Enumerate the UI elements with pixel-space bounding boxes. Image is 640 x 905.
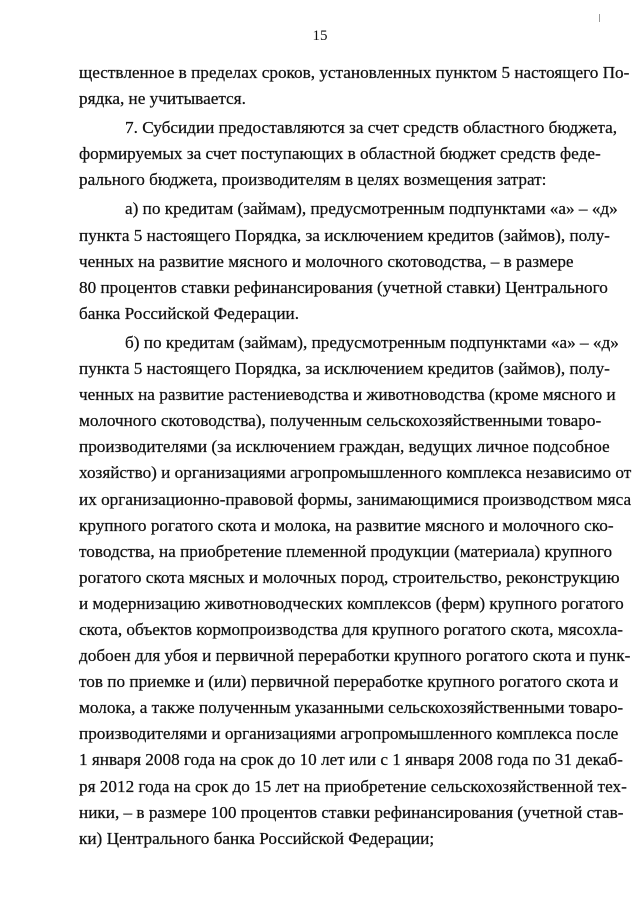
text-line: молочного скотоводства), полученным сельскохозяйственными товаро- <box>79 411 602 431</box>
text-line: пункта 5 настоящего Порядка, за исключением кредитов (займов), полу- <box>79 359 610 379</box>
text-line: производителями и организациями агропромышленного комплекса после <box>79 724 619 744</box>
text-line: а) по кредитам (займам), предусмотренным подпунктами «а» – «д» <box>125 199 618 219</box>
text-line: хозяйство) и организациями агропромышленного комплекса независимо от <box>79 463 632 483</box>
paragraph <box>79 60 630 112</box>
text-line: молока, а также полученным указанными сельскохозяйственными товаро- <box>79 698 624 718</box>
text-line: добоен для убоя и первичной переработки крупного рогатого скота и пунк- <box>79 646 631 666</box>
text-line: ществленное в пределах сроков, установленных пунктом 5 настоящего По- <box>79 63 630 82</box>
text-line: ки) Центрального банка Российской Федерации; <box>79 828 435 848</box>
text-line: их организационно-правовой формы, занимающимися производством мяса <box>79 489 632 509</box>
text-line: ря 2012 года на срок до 15 лет на приобретение сельскохозяйственной тех- <box>79 776 627 796</box>
text-line: скота, объектов кормопроизводства для крупного рогатого скота, мясохла- <box>79 619 623 639</box>
text-line: ники, – в размере 100 процентов ставки рефинансирования (учетной став- <box>79 802 624 822</box>
text-line: крупного рогатого скота и молока, на развитие мясного и молочного ско- <box>79 515 614 535</box>
page-number: 15 <box>312 28 328 44</box>
text-line: ченных на развитие растениеводства и животноводства (кроме мясного и <box>79 385 616 405</box>
text-line: тов по приемке и (или) первичной переработке крупного рогатого скота и <box>79 672 619 692</box>
text-line: товодства, на приобретение племенной продукции (материала) крупного <box>79 541 613 561</box>
paragraph <box>79 196 618 326</box>
text-line: б) по кредитам (займам), предусмотренным подпунктами «а» – «д» <box>125 332 619 352</box>
document-body <box>79 60 632 855</box>
text-line: формируемых за счет поступающих в областной бюджет средств феде- <box>79 144 601 164</box>
text-line: 80 процентов ставки рефинансирования (учетной ставки) Центрального <box>79 277 608 297</box>
text-line: банка Российской Федерации. <box>79 303 300 323</box>
text-line: 1 января 2008 года на срок до 10 лет или с 1 января 2008 года по 31 декаб- <box>79 750 623 770</box>
text-line: рального бюджета, производителям в целях возмещения затрат: <box>79 170 547 190</box>
text-line: 7. Субсидии предоставляются за счет средств областного бюджета, <box>125 118 618 138</box>
text-line: пункта 5 настоящего Порядка, за исключением кредитов (займов), полу- <box>79 225 610 245</box>
paragraph <box>79 330 632 852</box>
scan-artifact <box>599 14 600 22</box>
paragraph <box>79 115 618 193</box>
text-line: рогатого скота мясных и молочных пород, строительство, реконструкцию <box>79 567 620 587</box>
text-line: и модернизацию животноводческих комплексов (ферм) крупного рогатого <box>79 593 624 613</box>
text-line: ченных на развитие мясного и молочного скотоводства, – в размере <box>79 251 574 271</box>
text-line: производителями (за исключением граждан, ведущих личное подсобное <box>79 437 610 457</box>
text-line: рядка, не учитывается. <box>79 89 246 109</box>
